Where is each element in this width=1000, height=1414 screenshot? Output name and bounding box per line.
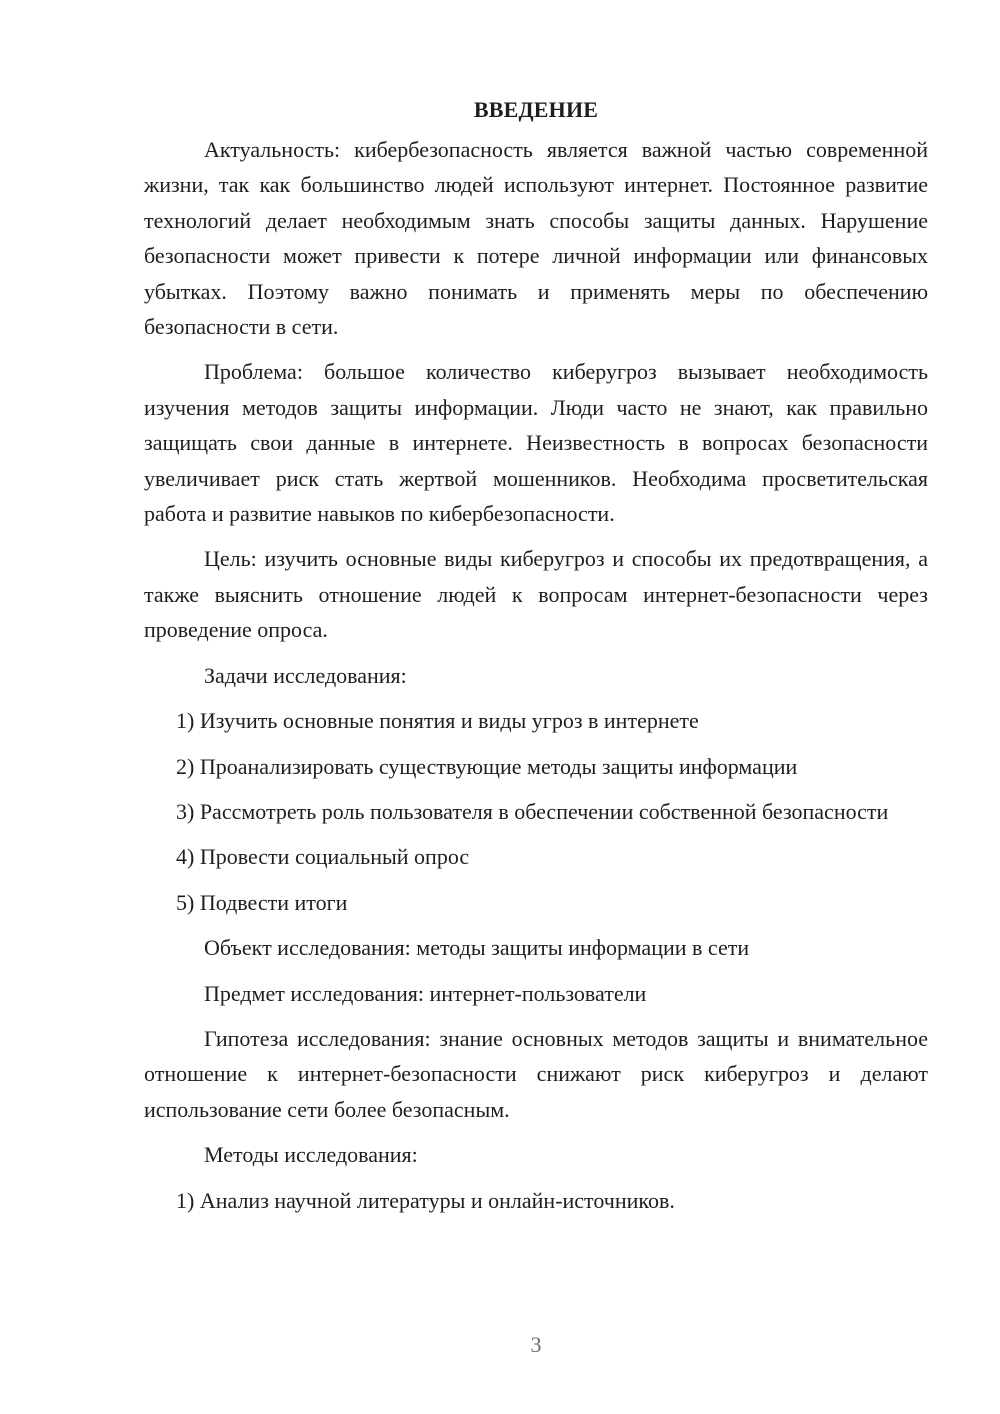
task-item-2: 2) Проанализировать существующие методы защиты информации: [176, 753, 798, 779]
task-item-1: 1) Изучить основные понятия и виды угроз в интернете: [176, 708, 699, 734]
document-page: [144, 92, 928, 1228]
method-item-1: 1) Анализ научной литературы и онлайн-источников.: [176, 1187, 675, 1213]
task-item-5: 5) Подвести итоги: [176, 889, 348, 915]
task-item-4: 4) Провести социальный опрос: [176, 844, 470, 870]
paragraph-problem: Проблема: большое количество киберугроз вызывает необходимость изучения методов защиты информации. Люди часто не знают, как правильно защищать свои данные в интернете. Неизвестность в вопросах безопасности увеличивает риск стать жертвой мошенников. Необходима просветительская работа и развитие навыков по кибербезопасности.: [144, 359, 928, 527]
tasks-heading: Задачи исследования:: [204, 662, 407, 688]
research-subject: Предмет исследования: интернет-пользователи: [204, 980, 647, 1006]
page-number: 3: [530, 1332, 542, 1357]
research-hypothesis: Гипотеза исследования: знание основных методов защиты и внимательное отношение к интернет-безопасности снижают риск киберугроз и делают использование сети более безопасным.: [144, 1025, 928, 1122]
paragraph-relevance: Актуальность: кибербезопасность является важной частью современной жизни, так как большинство людей используют интернет. Постоянное развитие технологий делает необходимым знать способы защиты данных. Нарушение безопасности может привести к потере личной информации или финансовых убытках. Поэтому важно понимать и применять меры по обеспечению безопасности в сети.: [144, 137, 928, 340]
section-title: ВВЕДЕНИЕ: [473, 97, 599, 122]
task-item-3: 3) Рассмотреть роль пользователя в обеспечении собственной безопасности: [176, 798, 889, 824]
paragraph-goal: Цель: изучить основные виды киберугроз и способы их предотвращения, а также выяснить отношение людей к вопросам интернет-безопасности через проведение опроса.: [144, 546, 928, 643]
methods-heading: Методы исследования:: [204, 1142, 418, 1168]
research-object: Объект исследования: методы защиты информации в сети: [204, 935, 750, 961]
